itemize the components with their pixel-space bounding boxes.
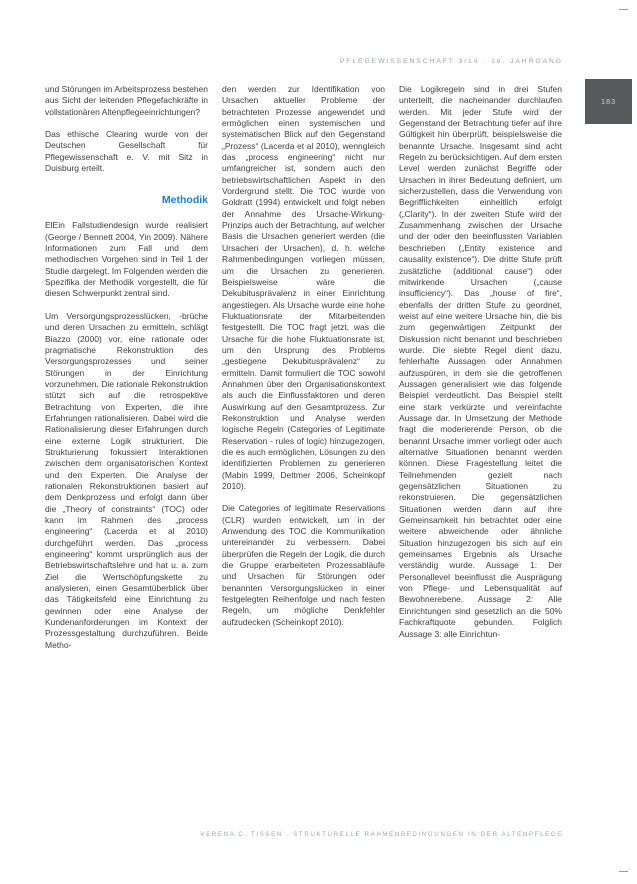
running-header: PFLEGEWISSENSCHAFT 3/14 · 16. JAHRGANG [339, 58, 563, 65]
article-body [45, 84, 563, 810]
section-heading-methodik: Methodik [161, 194, 208, 207]
paragraph: Das ethische Clearing wurde von der Deutschen Gesellschaft für Pflegewissenschaft e. V. mit Sitz in Duisburg erteilt. [45, 129, 208, 174]
paragraph: ElEin Fallstudiendesign wurde realisiert (George / Bennett 2004, Yin 2009). Nähere Informationen zum Fall und dem methodischen Vorgehen sind in Teil 1 der Studie dargelegt. Im Folgenden werden die Spezifika der Methodik vorgestellt, die für diesen Schwerpunkt zentral sind. [45, 220, 208, 299]
paragraph: Um Versorgungsprozesslücken, -brüche und deren Ursachen zu ermitteln, schlägt Biazzo (2000) vor, eine rationale oder pragmatische Rekonstruktion des Versorgungsprozesses und seiner Störungen in der Einrichtung vorzunehmen. Die rationale Rekonstruktion stützt sich auf die retrospektive Betrachtung von Experten, die ihre Erfahrungen rationalisieren. Dabei wird die Rationalisierung dieser Erfahrungen durch eine externe Logik strukturiert. Die Strukturierung fokussiert Interaktionen zwischen dem organisatorischen Kontext und den Experten. Die Analyse der rationalen Rekonstruktionen basiert auf dem Denkprozess und erfolgt dann über die „Theory of constraints“ (TOC) oder kann im Rahmen des „process engineering“ (Lacerda et al 2010) durchgeführt werden. Das „process engineering“ kommt ursprünglich aus der Betriebswirtschaftslehre und hat u. a. zum Ziel die Wertschöpfungskette zu analysieren, einen Gesamtüberblick über das Tätigkeitsfeld eine Einrichtung zu gewinnen oder eine Analyse der Kundenanforderungen im Kontext der Prozessgestaltung durchzuführen. Beide Metho- [45, 310, 209, 650]
paragraph: und Störungen im Arbeitsprozess bestehen aus Sicht der leitenden Pflegefachkräfte in vollstationären Altenpflegeeinrichtungen? [45, 84, 208, 117]
column-3 [399, 84, 562, 810]
column-1 [45, 84, 208, 810]
crop-mark-bottom-right [619, 871, 628, 872]
column-2 [222, 84, 385, 810]
paragraph: Die Logikregeln sind in drei Stufen unterteilt, die nacheinander durchlaufen werden. Mit jeder Stufe wird der Gegenstand der Betrachtung tiefer auf ihre Gültigkeit hin überprüft, beispielsweise die benannte Ursache. Insgesamt sind acht Regeln zu berücksichtigen. Auf dem ersten Level werden zunächst Begriffe oder Ursachen in ihrer Bedeutung definiert, um sicherzustellen, dass die Verwendung von Begrifflichkeiten einheitlich erfolgt („Clarity“). In der zweiten Stufe wird der Zusammenhang zwischen der Ursache und der oder den beeinflussten Variablen beschrieben („Entity existence and causality existence“). Die dritte Stufe prüft zusätzliche (additional cause“) oder mitwirkende Ursachen („cause insufficiency“). Das „house of fire“, ebenfalls der dritten Stufe zu geordnet, weist auf eine weitere Ursache hin, die bis zum gegenwärtigen Zeitpunkt der Diskussion nicht benannt und beschrieben wurde. Die siebte Regel dient dazu, fehlerhafte Aussagen oder Annahmen aufzuspüren, in dem sie die getroffenen Aussagen generalisiert wie das folgende Beispiel verdeutlicht. Das Beispiel stellt eine stark verkürzte und vereinfachte Aussage dar. In Umsetzung der Methode fragt die moderierende Person, ob die benannt Ursache immer vorliegt oder auch alternative Situationen benannt werden können. Diese Fragestellung leitet die Teilnehmenden gezielt nach gegensätzlichen Situationen zu rekonstruieren. Die gegensätzlichen Situationen werden dann auf ihre Gemeinsamkeit hin betrachtet oder eine weitere abweichende oder ähnliche Situation hinzugezogen bis sich auf ein gemeinsames Ergebnis als Ursache verständig wurde. Aussage 1: Der Personallevel beeinflusst die Ausprägung von Pflege- und Lebensqualität auf Bewohnerebene. Aussage 2: Alle Einrichtungen sind gesetzlich an die 50% Fachkraftquote gebunden. Folglich Aussage 3: alle Einrichtun- [399, 84, 562, 639]
page-number-badge [585, 79, 632, 124]
paragraph: Die Categories of legitimate Reservations (CLR) wurden entwickelt, um in der Anwendung des TOC die Kommunikation untereinander zu verbessern. Dabei überprüfen die Regeln der Logik, die durch die Gruppe erarbeiteten Prozessabläufe und Ursachen für Störungen oder benannten Versorgungslücken in einer festgelegten Reihenfolge und nach festen Regeln, um mögliche Denkfehler aufzudecken (Scheinkopf 2010). [222, 503, 385, 627]
page-number: 183 [601, 97, 616, 106]
paragraph: den werden zur Identifikation von Ursachen aktueller Probleme der betrachteten Prozesse angewendet und ermöglichen einen systemischen und systematischen Blick auf den Gegenstand „Prozess“ (Lacerda et al 2010), wenngleich das „process engineering“ nicht nur umfangreicher ist, sondern auch den betriebswirtschaftlichen Aspekt in den Vordergrund stellt. Die TOC wurde von Goldratt (1994) entwickelt und folgt neben der Annahme des Ursache-Wirkung-Prinzips auch der Betrachtung, auf welcher Basis die Ursachen generiert werden (die Ursachen der Ursachen), d. h. welche Rahmenbedingungen vorliegen müssen, um die Ursachen zu generieren. Beispielsweise wäre die Dekubitusprävalenz in einer Einrichtung angestiegen. Als Ursache wurde eine hohe Fluktuationsrate der Mitarbeitenden festgestellt. Die TOC fragt jetzt, was die Ursache für die hohe Fluktuationsrate ist, um den Ursprung des Problems „gestiegene Dekubitusprävalenz“ zu ermitteln. Damit formuliert die TOC sowohl Annahmen über den Organisationskontext als auch die Einflussfaktoren und deren Auswirkung auf den Gesamtprozess. Zur Rekonstruktion und Analyse werden logische Regeln (Categories of Legitimate Reservation - rules of logic) hinzugezogen, die es auch ermöglichen, Lösungen zu den identifizierten Problemen zu generieren (Mabin 1999, Dettmer 2006, Scheinkopf 2010). [222, 84, 385, 492]
running-footer: VERENA C. TISSEN · STRUKTURELLE RAHMENBEDINGUNGEN IN DER ALTENPFLEGE [200, 831, 563, 838]
crop-mark-top-right [619, 9, 628, 10]
